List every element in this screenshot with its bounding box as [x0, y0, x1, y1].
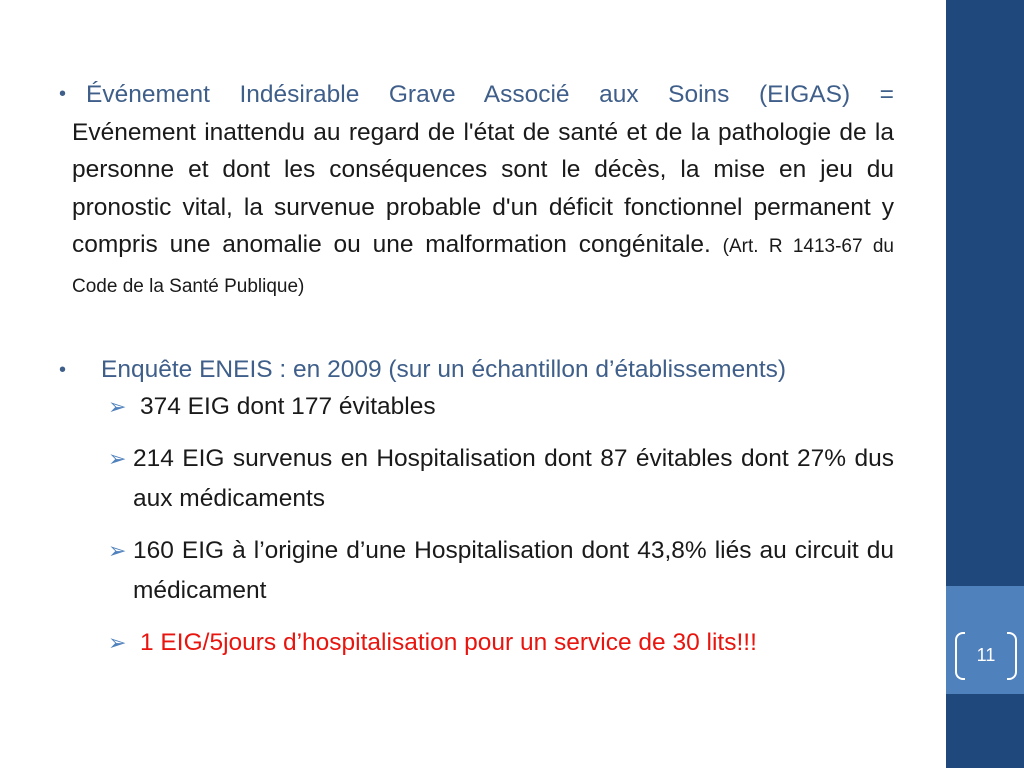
sub-bullet-item [56, 531, 894, 611]
bullet-eigas-definition [56, 76, 894, 305]
sub-bullet-text: 160 EIG à l’origine d’une Hospitalisation dont 43,8% liés au circuit du médicament [133, 537, 894, 604]
legal-reference: (Art. R 1413-67 du Code de la Santé Publique) [72, 236, 894, 297]
slide-content [56, 76, 894, 663]
arrow-bullet-icon: ➢ [108, 630, 127, 655]
eigas-term: Événement Indésirable Grave Associé aux Soins (EIGAS) = [86, 81, 894, 108]
arrow-bullet-icon: ➢ [108, 538, 127, 563]
sub-bullet-text: 214 EIG survenus en Hospitalisation dont 87 évitables dont 27% dus aux médicaments [133, 445, 894, 512]
bullet-dot-icon: • [59, 83, 67, 105]
bullet-dot-icon: • [59, 359, 67, 381]
sub-bullet-item [56, 439, 894, 519]
arrow-bullet-icon: ➢ [108, 394, 127, 419]
bullet-eneis-heading [56, 353, 894, 387]
sub-bullet-item [56, 387, 894, 427]
sub-bullet-item-highlight [56, 623, 894, 663]
sub-bullet-text: 1 EIG/5jours d’hospitalisation pour un service de 30 lits!!! [140, 629, 757, 656]
eneis-heading-text: Enquête ENEIS : en 2009 (sur un échantillon d’établissements) [101, 356, 787, 383]
eigas-definition: Evénement inattendu au regard de l'état de santé et de la pathologie de la personne et dont les conséquences sont le décès, la mise en jeu du pronostic vital, la survenue probable d'un déficit fonctionnel permanent y compris une anomalie ou une malformation congénitale. [72, 118, 894, 258]
page-number: 11 [976, 644, 996, 665]
sub-bullet-text: 374 EIG dont 177 évitables [140, 393, 436, 420]
arrow-bullet-icon: ➢ [108, 446, 127, 471]
page-number-badge [955, 632, 1017, 678]
